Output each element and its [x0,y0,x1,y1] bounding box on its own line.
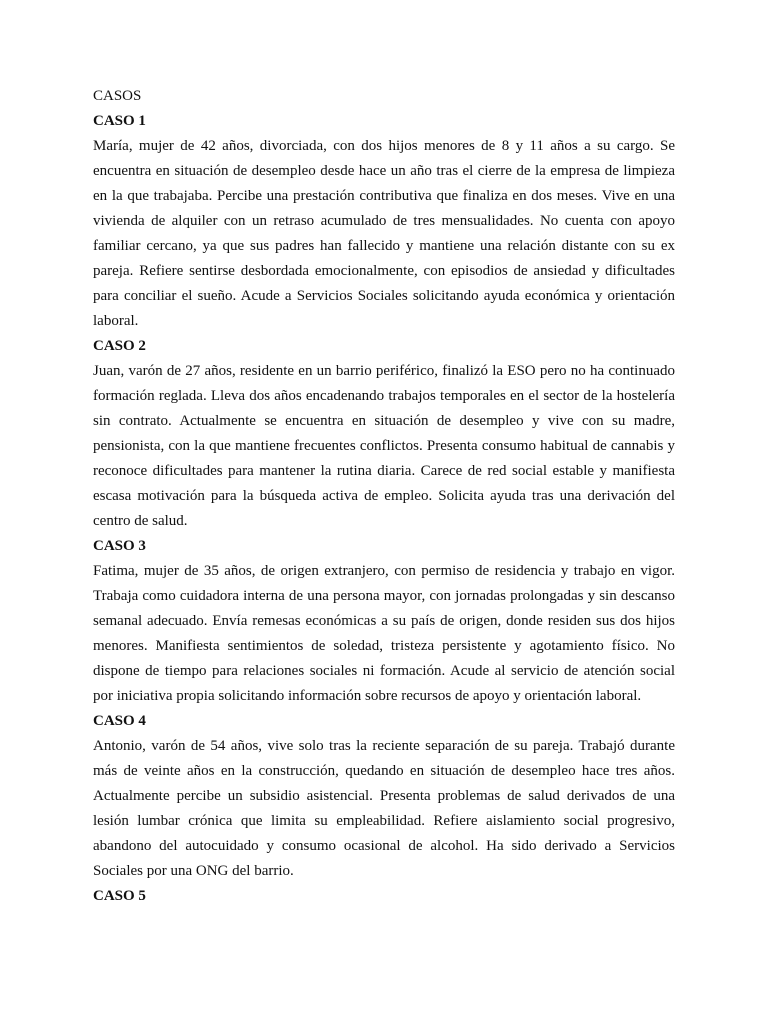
case-section-2 [93,334,675,534]
case-heading: CASO 4 [93,713,146,729]
document-page [93,84,675,909]
case-section-5 [93,884,675,909]
case-heading: CASO 1 [93,113,146,129]
case-heading: CASO 2 [93,338,146,354]
case-description: Juan, varón de 27 años, residente en un barrio periférico, finalizó la ESO pero no ha continuado formación reglada. Lleva dos años encadenando trabajos temporales en el sector de la hostelería sin contrato. Actualmente se encuentra en situación de desempleo y vive con su madre, pensionista, con la que mantiene frecuentes conflictos. Presenta consumo habitual de cannabis y reconoce dificultades para mantener la rutina diaria. Carece de red social estable y manifiesta escasa motivación para la búsqueda activa de empleo. Solicita ayuda tras una derivación del centro de salud. [93,363,675,529]
document-title: CASOS [93,88,142,104]
case-heading: CASO 3 [93,538,146,554]
case-description: María, mujer de 42 años, divorciada, con dos hijos menores de 8 y 11 años a su cargo. Se encuentra en situación de desempleo desde hace un año tras el cierre de la empresa de limpieza en la que trabajaba. Percibe una prestación contributiva que finaliza en dos meses. Vive en una vivienda de alquiler con un retraso acumulado de tres mensualidades. No cuenta con apoyo familiar cercano, ya que sus padres han fallecido y mantiene una relación distante con su ex pareja. Refiere sentirse desbordada emocionalmente, con episodios de ansiedad y dificultades para conciliar el sueño. Acude a Servicios Sociales solicitando ayuda económica y orientación laboral. [93,138,675,329]
case-section-1 [93,109,675,334]
case-section-4 [93,709,675,884]
case-description: Antonio, varón de 54 años, vive solo tras la reciente separación de su pareja. Trabajó durante más de veinte años en la construcción, quedando en situación de desempleo hace tres años. Actualmente percibe un subsidio asistencial. Presenta problemas de salud derivados de una lesión lumbar crónica que limita su empleabilidad. Refiere aislamiento social progresivo, abandono del autocuidado y consumo ocasional de alcohol. Ha sido derivado a Servicios Sociales por una ONG del barrio. [93,738,675,879]
case-description: Fatima, mujer de 35 años, de origen extranjero, con permiso de residencia y trabajo en vigor. Trabaja como cuidadora interna de una persona mayor, con jornadas prolongadas y sin descanso semanal adecuado. Envía remesas económicas a su país de origen, donde residen sus dos hijos menores. Manifiesta sentimientos de soledad, tristeza persistente y agotamiento físico. No dispone de tiempo para relaciones sociales ni formación. Acude al servicio de atención social por iniciativa propia solicitando información sobre recursos de apoyo y orientación laboral. [93,563,675,704]
case-section-3 [93,534,675,709]
case-heading: CASO 5 [93,888,146,904]
